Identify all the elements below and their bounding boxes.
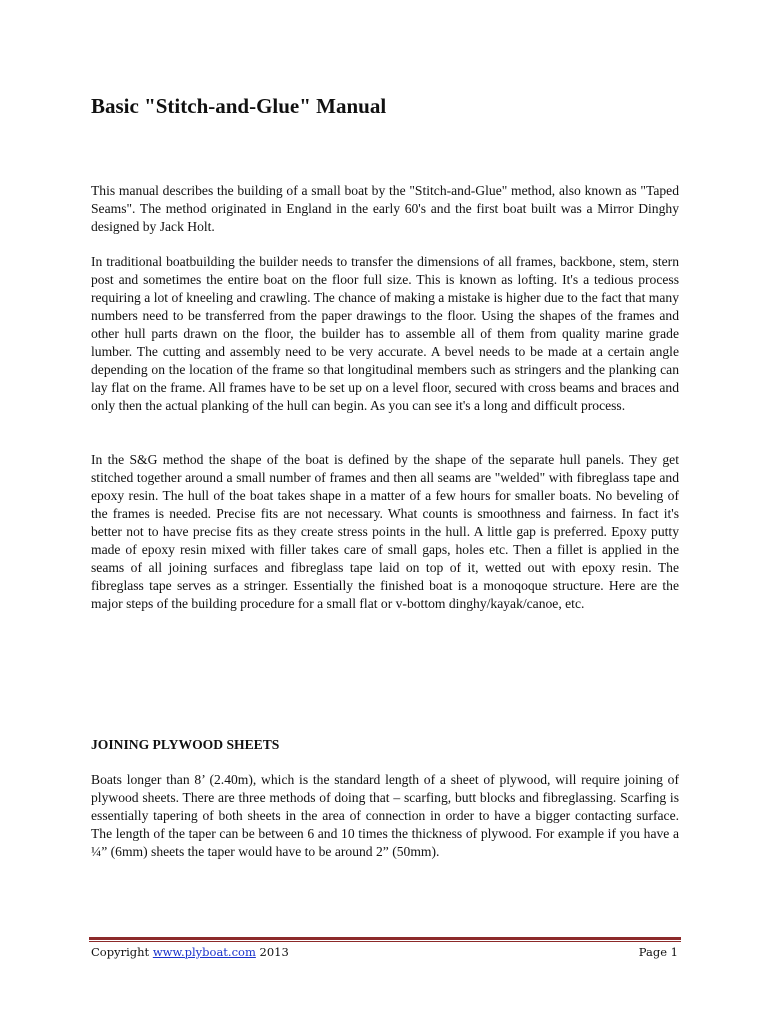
copyright-year: 2013	[259, 945, 289, 959]
intro-paragraph: This manual describes the building of a small boat by the "Stitch-and-Glue" method, also known as "Taped Seams". The method originated in England in the early 60's and the first boat built was a Mirror Dinghy designed by Jack Holt.	[91, 183, 679, 234]
page-number: Page 1	[638, 945, 678, 959]
joining-plywood-paragraph: Boats longer than 8’ (2.40m), which is the standard length of a sheet of plywood, will require joining of plywood sheets. There are three methods of doing that – scarfing, butt blocks and fibreglassing. Scarfing is essentially tapering of both sheets in the area of connection in order to have a bigger contacting surface. The length of the taper can be between 6 and 10 times the thickness of plywood. For example if you have a ¼” (6mm) sheets the taper would have to be around 2” (50mm).	[91, 772, 679, 859]
stitch-and-glue-method-paragraph: In the S&G method the shape of the boat is defined by the shape of the separate hull panels. They get stitched together around a small number of frames and then all seams are "welded" with fibreglass tape and epoxy resin. The hull of the boat takes shape in a matter of a few hours for smaller boats. No beveling of the frames is needed. Precise fits are not necessary. What counts is smoothness and fairness. In fact it's better not to have precise fits as they create stress points in the hull. A little gap is preferred. Epoxy putty made of epoxy resin mixed with filler takes care of small gaps, holes etc. Then a fillet is applied in the seams of all joining surfaces and fibreglass tape laid on top of it, wetted out with epoxy resin. The fibreglass tape serves as a stringer. Essentially the finished boat is a monoqoque structure. Here are the major steps of the building procedure for a small flat or v-bottom dinghy/kayak/canoe, etc.	[91, 452, 679, 611]
document-title: Basic "Stitch-and-Glue" Manual	[91, 94, 387, 118]
footer-copyright	[91, 944, 289, 960]
copyright-label: Copyright	[91, 945, 150, 959]
footer-rule-thick	[89, 937, 681, 940]
traditional-boatbuilding-paragraph: In traditional boatbuilding the builder needs to transfer the dimensions of all frames, backbone, stem, stern post and sometimes the entire boat on the floor full size. This is known as lofting. It's a tedious process requiring a lot of kneeling and crawling. The chance of making a mistake is higher due to the fact that many numbers need to be transferred from the paper drawings to the floor. Using the shapes of the frames and other hull parts drawn on the floor, the builder has to assemble all of them from quality marine grade lumber. The cutting and assembly need to be very accurate. A bevel needs to be made at a certain angle depending on the location of the frame so that longitudinal members such as stringers and the planking can lay flat on the frame. All frames have to be set up on a level floor, secured with cross beams and braces and only then the actual planking of the hull can begin. As you can see it's a long and difficult process.	[91, 254, 679, 413]
section-heading: JOINING PLYWOOD SHEETS	[91, 737, 280, 752]
footer-rule-thin	[89, 941, 681, 942]
plyboat-link[interactable]: www.plyboat.com	[152, 945, 256, 959]
